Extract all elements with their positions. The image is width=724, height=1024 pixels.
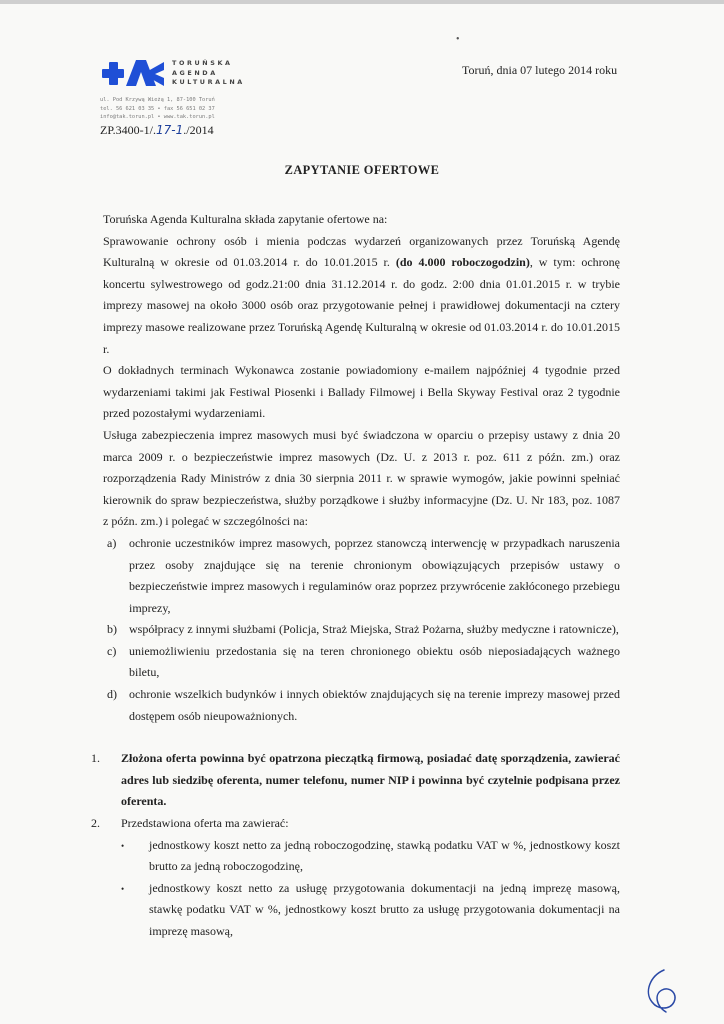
list-marker: 1. (91, 751, 100, 766)
scan-mark: • (456, 34, 460, 45)
list-item (91, 748, 620, 813)
bullet-list (121, 835, 620, 943)
list-text: ochronie wszelkich budynków i innych obiektów znajdujących się na terenie imprezy masowej przed dostępem osób nieupoważnionych. (129, 687, 620, 723)
list-item (107, 533, 620, 619)
address-line: info@tak.torun.pl • www.tak.torun.pl (100, 114, 215, 121)
scope-paragraph (103, 231, 620, 361)
list-text: uniemożliwieniu przedostania się na teren chronionego obiektu osób nieposiadających ważnego biletu, (129, 643, 620, 680)
list-item (107, 619, 620, 641)
list-marker: c) (107, 643, 117, 658)
tak-logo-icon (100, 56, 166, 92)
reference-number (100, 123, 214, 138)
list-item (121, 835, 620, 878)
document-body (91, 209, 620, 943)
page-edge (0, 0, 724, 4)
address-line: tel. 56 621 03 35 • fax 56 651 02 37 (100, 105, 215, 112)
list-text: współpracy z innymi służbami (Policja, Straż Miejska, Straż Pożarna, służby medyczne i ratownicze), (129, 622, 619, 637)
org-name-line: KULTURALNA (172, 78, 245, 87)
list-text: ochronie uczestników imprez masowych, poprzez stanowczą interwencję w przypadkach naruszenia przez osoby znajdujące się na terenie chronionym obowiązujących przepisów ustawy o bezpieczeństwie imprez masowych i regulaminów oraz poprzez przywrócenie zakłóconego przebiegu imprezy, (129, 535, 620, 615)
reference-handwritten: 17-1 (156, 123, 184, 137)
letter-list (107, 533, 620, 727)
address-line: ul. Pod Krzywą Wieżą 1, 87-100 Toruń (100, 97, 215, 103)
org-logo (100, 56, 300, 96)
reference-prefix: ZP.3400-1/. (100, 123, 157, 137)
list-marker: a) (107, 535, 117, 550)
list-marker: d) (107, 687, 117, 702)
scope-text: Sprawowanie ochrony osób i mienia podczas wydarzeń organizowanych przez Toruńską Agendę Kulturalną w okresie od 01.03.2014 r. do 10.01.2015 r. (103, 233, 620, 270)
handwritten-initial-signature (636, 966, 686, 1016)
intro-paragraph: Toruńska Agenda Kulturalna składa zapytanie ofertowe na: (103, 212, 388, 226)
list-text: Przedstawiona oferta ma zawierać: (121, 816, 289, 831)
list-marker: b) (107, 622, 117, 637)
scope-text-cont: , w tym: ochronę koncertu sylwestrowego od godz.21:00 dnia 31.12.2014 r. do godz. 2:00 dnia 01.01.2015 r. w trybie imprezy masowej na około 3000 osób oraz przygotowanie pełnej i prawidłowej dokumentacji na cztery imprezy masowe realizowane przez Toruńską Agendę Kulturalną w okresie od 01.03.2014 r. do 10.01.2015 r. (103, 255, 620, 356)
bullet-icon: • (121, 883, 125, 894)
list-item (91, 813, 620, 835)
numbered-list (91, 748, 620, 942)
list-item (107, 641, 620, 684)
bullet-icon: • (121, 840, 125, 851)
list-item (107, 684, 620, 727)
scope-hours: (do 4.000 roboczogodzin) (395, 255, 530, 270)
document-title: ZAPYTANIE OFERTOWE (284, 163, 440, 177)
org-name-line: AGENDA (172, 68, 218, 77)
list-marker: 2. (91, 816, 100, 831)
list-item (121, 878, 620, 943)
org-name (172, 59, 245, 88)
legal-paragraph: Usługa zabezpieczenia imprez masowych musi być świadczona w oparciu o przepisy ustawy z dnia 20 marca 2009 r. o bezpieczeństwie imprez masowych (Dz. U. z 2013 r. poz. 611 z późn. zm.) oraz rozporządzenia Rady Ministrów z dnia 30 sierpnia 2011 r. w sprawie wymogów, jakie powinni spełniać kierownik do spraw bezpieczeństwa, służby porządkowe i służby informacyjne (Dz. U. Nr 183, poz. 1087 z późn. zm.) i polegać w szczególności na: (103, 427, 620, 529)
org-address (100, 96, 215, 122)
date-line: Toruń, dnia 07 lutego 2014 roku (462, 63, 618, 77)
reference-suffix: ./2014 (183, 123, 214, 137)
notice-paragraph: O dokładnych terminach Wykonawca zostanie powiadomiony e-mailem najpóźniej 4 tygodnie przed wydarzeniami takimi jak Festiwal Piosenki i Ballady Filmowej i Bella Skyway Festival oraz 2 tygodnie przed pozostałymi wydarzeniami. (103, 363, 620, 421)
list-text: jednostkowy koszt netto za usługę przygotowania dokumentacji na jedną imprezę masową, stawkę podatku VAT w %, jednostkowy koszt brutto za usługę przygotowania dokumentacji na imprezę masową, (149, 880, 620, 938)
org-name-line: TORUŃSKA (172, 59, 233, 67)
list-text: jednostkowy koszt netto za jedną roboczogodzinę, stawką podatku VAT w %, jednostkowy koszt brutto za jedną roboczogodzinę, (149, 837, 620, 874)
list-text: Złożona oferta powinna być opatrzona pieczątką firmową, posiadać datę sporządzenia, zawierać adres lub siedzibę oferenta, numer telefonu, numer NIP i powinna być czytelnie podpisana przez oferenta. (121, 751, 620, 809)
